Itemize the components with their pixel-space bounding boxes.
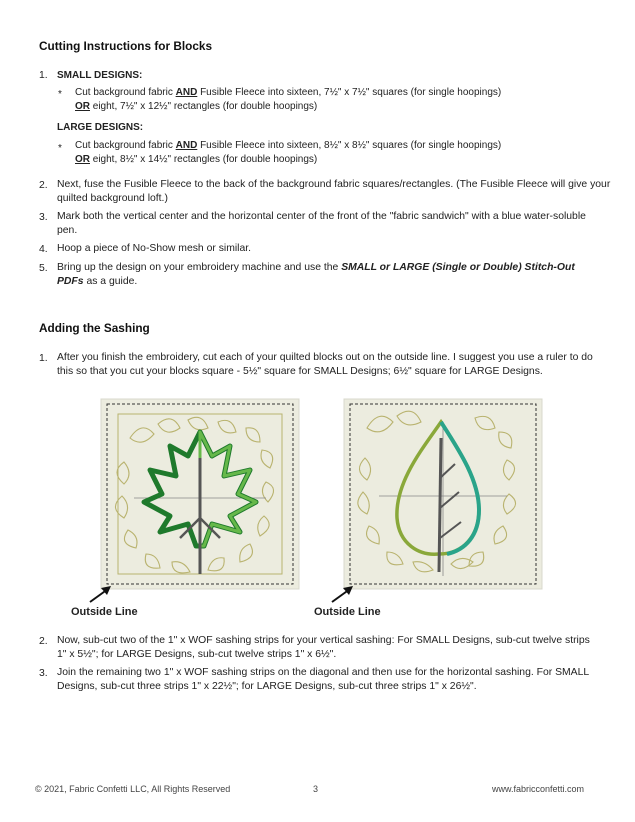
step-number: 2. <box>39 636 48 647</box>
sashing-title: Adding the Sashing <box>39 321 150 335</box>
footer-copyright: © 2021, Fabric Confetti LLC, All Rights Reserved <box>35 784 231 794</box>
outside-line-caption-right: Outside Line <box>314 606 381 618</box>
step-number: 2. <box>39 180 48 191</box>
bullet: * <box>58 89 62 100</box>
large-designs-heading: LARGE DESIGNS: <box>57 122 144 133</box>
sashing-step-2: Now, sub-cut two of the 1" x WOF sashing strips for your vertical sashing: For SMALL Designs, sub-cut twelve strips 1" x 5½"; for LARGE Designs, sub-cut twelve strips 1" x 6½". <box>57 635 590 660</box>
step-number: 1. <box>39 70 48 81</box>
step-number: 3. <box>39 668 48 679</box>
large-designs-line-2: OR eight, 8½" x 14½" rectangles (for double hoopings) <box>75 154 318 165</box>
cutting-step-2: Next, fuse the Fusible Fleece to the back of the background fabric squares/rectangles. (The Fusible Fleece will give your quilted background loft.) <box>57 179 611 204</box>
cutting-step-5: Bring up the design on your embroidery machine and use the SMALL or LARGE (Single or Double) Stitch-Out PDFs as a guide. <box>57 262 575 287</box>
step-number: 1. <box>39 353 48 364</box>
maple-leaf-block-image <box>100 398 300 590</box>
footer-url: www.fabricconfetti.com <box>492 784 585 794</box>
step-number: 5. <box>39 263 48 274</box>
sashing-step-3: Join the remaining two 1" x WOF sashing strips on the diagonal and then use for the horizontal sashing. For SMALL Designs, sub-cut three strips 1" x 22½"; for LARGE Designs, sub-cut three strips 1" x 26½". <box>57 667 589 692</box>
bullet: * <box>58 143 62 154</box>
sashing-step-1: After you finish the embroidery, cut each of your quilted blocks out on the outside line. I suggest you use a ruler to do this so that you cut your blocks square - 5½" square for SMALL Designs; 6½" square for LARGE Designs. <box>57 352 593 377</box>
page-number: 3 <box>313 784 319 794</box>
step-number: 3. <box>39 212 48 223</box>
small-designs-line-2: OR eight, 7½" x 12½" rectangles (for double hoopings) <box>75 101 318 112</box>
small-designs-line-1: Cut background fabric AND Fusible Fleece into sixteen, 7½" x 7½" squares (for single hoopings) <box>75 87 502 98</box>
large-designs-line-1: Cut background fabric AND Fusible Fleece into sixteen, 8½" x 8½" squares (for single hoopings) <box>75 140 502 151</box>
small-designs-heading: SMALL DESIGNS: <box>57 70 143 81</box>
outside-line-caption-left: Outside Line <box>71 606 138 618</box>
step-number: 4. <box>39 244 48 255</box>
arrow-icon <box>330 584 356 604</box>
cutting-title: Cutting Instructions for Blocks <box>39 39 213 53</box>
cutting-step-4: Hoop a piece of No-Show mesh or similar. <box>57 243 252 254</box>
cutting-step-3: Mark both the vertical center and the horizontal center of the front of the "fabric sandwich" with a blue water-soluble pen. <box>57 211 586 236</box>
arrow-icon <box>88 584 114 604</box>
teardrop-leaf-block-image <box>343 398 543 590</box>
